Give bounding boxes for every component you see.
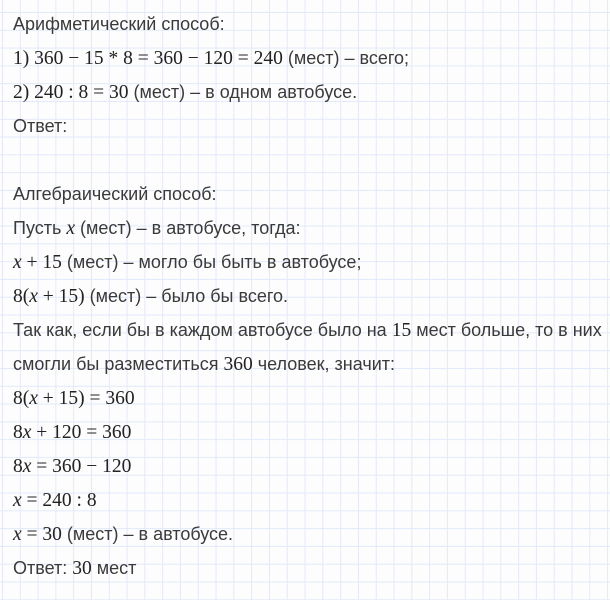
text-line-14 — [13, 449, 602, 483]
text-segment: Арифметический способ: — [13, 14, 225, 34]
math-segment: x — [13, 524, 22, 545]
text-segment: Ответ: — [13, 558, 73, 578]
text-segment: (мест) – могло бы быть в автобусе; — [61, 252, 362, 272]
text-segment: Ответ: — [13, 116, 68, 136]
text-segment: Алгебраический способ: — [13, 184, 217, 204]
text-line-9 — [13, 279, 602, 313]
text-segment: (мест) – в одном автобусе. — [128, 82, 358, 102]
text-line-6 — [13, 177, 602, 211]
text-line-15 — [13, 483, 602, 517]
text-line-12 — [13, 381, 602, 415]
math-segment: x — [66, 218, 76, 239]
text-segment: (мест) – в автобусе. — [61, 524, 234, 544]
text-segment: человек, значит: — [252, 354, 395, 374]
text-segment: мест больше, то в них — [411, 320, 602, 340]
text-line-4 — [13, 109, 602, 143]
math-segment: 360 — [223, 354, 253, 375]
math-segment: x — [13, 490, 22, 511]
math-segment: x — [13, 252, 22, 273]
math-segment: + 120 = 360 — [31, 422, 132, 443]
math-segment: 8 — [13, 456, 23, 477]
text-line-1 — [13, 7, 602, 41]
math-segment: 8( — [13, 286, 30, 307]
math-segment: 2) 240 : 8 = 30 — [13, 82, 129, 103]
math-segment: = 360 − 120 — [31, 456, 132, 477]
text-segment: Пусть — [13, 218, 67, 238]
text-segment: (мест) – всего; — [282, 48, 410, 68]
math-segment: 8( — [13, 388, 30, 409]
math-segment: = 30 — [21, 524, 62, 545]
math-segment: x — [29, 286, 38, 307]
text-line-10 — [13, 313, 602, 347]
math-segment: + 15) — [37, 286, 85, 307]
text-line-8 — [13, 245, 602, 279]
text-line-13 — [13, 415, 602, 449]
text-segment: (мест) – было бы всего. — [84, 286, 289, 306]
text-segment: мест — [91, 558, 137, 578]
blank-line — [13, 143, 602, 177]
text-line-11 — [13, 347, 602, 381]
text-line-16 — [13, 517, 602, 551]
math-segment: 8 — [13, 422, 23, 443]
math-segment: 30 — [72, 558, 92, 579]
text-line-17 — [13, 551, 602, 585]
text-line-7 — [13, 211, 602, 245]
math-segment: = 240 : 8 — [21, 490, 97, 511]
text-segment: (мест) – в автобусе, тогда: — [75, 218, 301, 238]
text-segment: Так как, если бы в каждом автобусе было на — [13, 320, 392, 340]
math-segment: x — [22, 456, 32, 477]
math-segment: x — [22, 422, 32, 443]
text-line-2 — [13, 41, 602, 75]
math-segment: + 15 — [21, 252, 62, 273]
math-segment: + 15) = 360 — [37, 388, 135, 409]
math-segment: 1) 360 − 15 * 8 = 360 − 120 = 240 — [13, 48, 283, 69]
text-segment: смогли бы разместиться — [13, 354, 224, 374]
math-segment: 15 — [391, 320, 412, 341]
math-segment: x — [29, 388, 38, 409]
text-line-3 — [13, 75, 602, 109]
